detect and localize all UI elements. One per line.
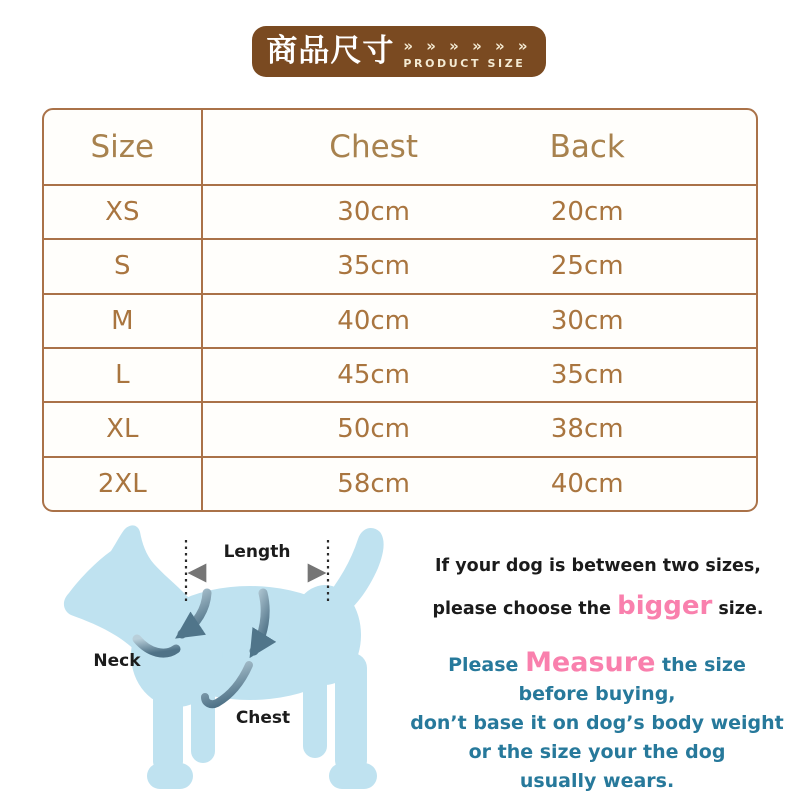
cell-chest: 45cm [337, 360, 410, 391]
title-banner [252, 26, 546, 77]
measure-note-line2: before buying, [518, 683, 676, 705]
cell-back: 40cm [550, 468, 624, 499]
chest-label: Chest [235, 708, 291, 728]
measure-highlight: Measure [525, 647, 656, 678]
sizing-note-line2 [396, 586, 800, 629]
cell-size: 2XL [97, 468, 147, 499]
dog-measurement-diagram [55, 523, 400, 800]
measure-note-line1 [388, 648, 800, 680]
size-table [42, 108, 758, 512]
neck-label: Neck [93, 651, 141, 671]
cell-back: 38cm [550, 414, 624, 445]
bigger-highlight: bigger [617, 591, 713, 621]
dog-illustration [55, 523, 400, 800]
cell-size: S [114, 251, 131, 282]
table-row [44, 347, 756, 401]
cell-chest: 40cm [337, 305, 410, 336]
cell-size: XS [105, 197, 140, 228]
banner-right-block [403, 39, 531, 69]
cell-back: 25cm [550, 251, 624, 282]
measure-note-line5: usually wears. [519, 770, 675, 792]
sizing-note-line2-suffix: size. [712, 599, 764, 619]
sizing-note-line2-prefix: please choose the [432, 599, 618, 619]
banner-subtitle: PRODUCT SIZE [403, 57, 526, 70]
cell-chest: 35cm [337, 251, 410, 282]
measure-note-line4: or the size your the dog [468, 741, 726, 763]
cell-chest: 30cm [337, 197, 410, 228]
cell-size: XL [106, 414, 139, 445]
column-header-chest: Chest [329, 129, 418, 165]
column-header-size: Size [90, 129, 155, 165]
table-row [44, 401, 756, 455]
table-header-row [44, 110, 756, 184]
table-row [44, 293, 756, 347]
cell-back: 35cm [550, 360, 624, 391]
measure-note-line3: don’t base it on dog’s body weight [410, 712, 784, 734]
cell-back: 20cm [550, 197, 624, 228]
measure-note-line1-prefix: Please [448, 654, 526, 676]
sizing-note [396, 546, 800, 629]
measure-note-line1-suffix: the size [655, 654, 746, 676]
cell-back: 30cm [550, 305, 624, 336]
banner-title-cn: 商品尺寸 [266, 33, 395, 69]
measure-note [388, 648, 800, 796]
cell-chest: 50cm [337, 414, 410, 445]
cell-size: L [115, 360, 130, 391]
sizing-note-line1: If your dog is between two sizes, [435, 556, 761, 576]
table-row [44, 184, 756, 238]
chevrons-icon: » » » » » » [403, 37, 532, 55]
cell-size: M [111, 305, 134, 336]
length-label: Length [223, 542, 291, 562]
table-row [44, 238, 756, 292]
table-row [44, 456, 756, 510]
cell-chest: 58cm [337, 468, 410, 499]
column-header-back: Back [549, 129, 625, 165]
